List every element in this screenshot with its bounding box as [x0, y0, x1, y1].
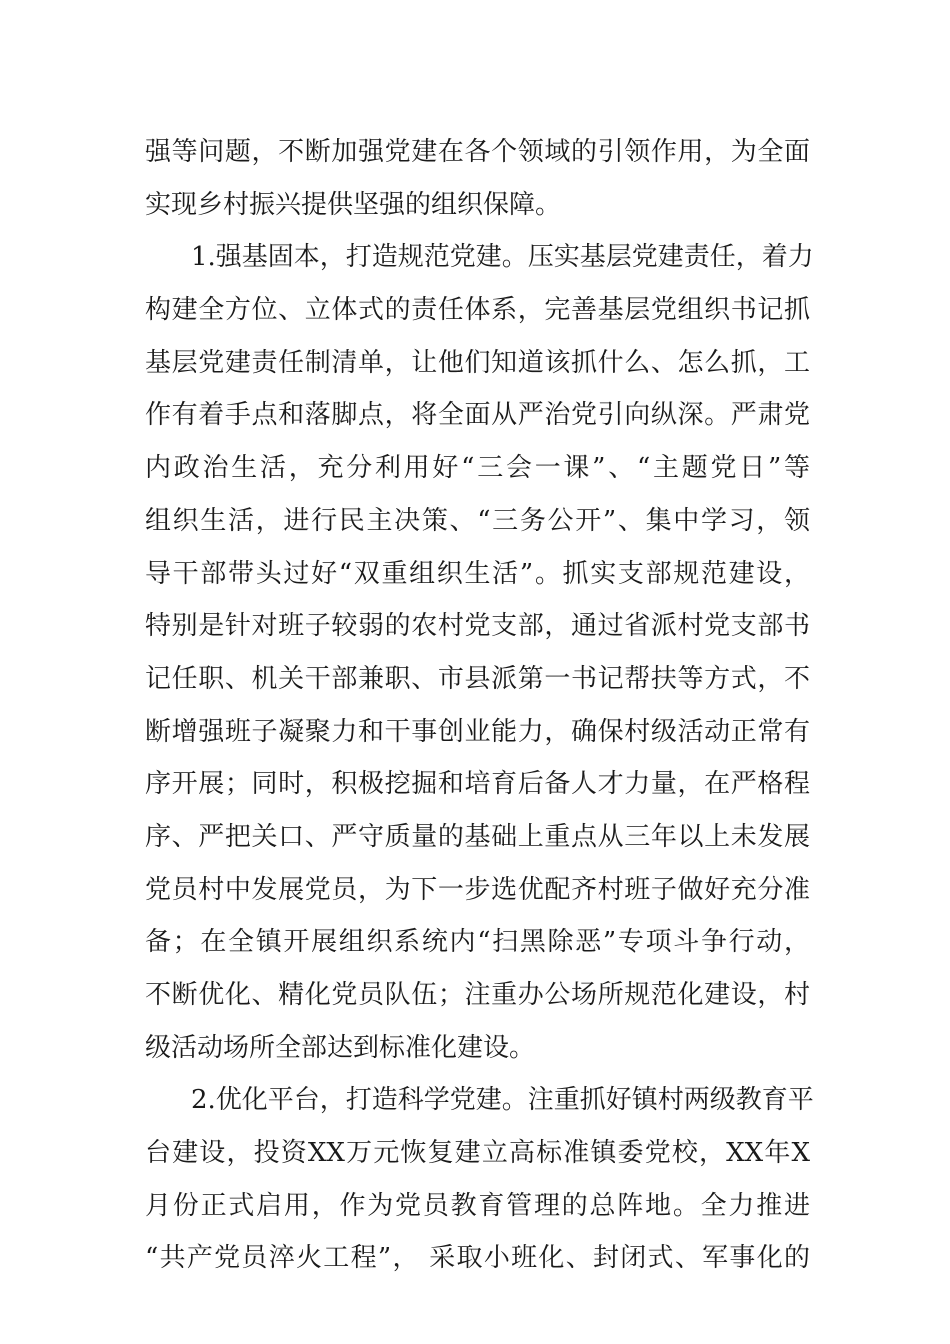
text-line: 序开展；同时，积极挖掘和培育后备人才力量，在严格程: [145, 769, 810, 800]
text-line: 2.优化平台，打造科学党建。注重抓好镇村两级教育平: [191, 1085, 814, 1116]
text-line: 党员村中发展党员，为下一步选优配齐村班子做好充分准: [145, 874, 810, 905]
text-line: 强等问题，不断加强党建在各个领域的引领作用，为全面: [145, 137, 810, 167]
paragraph-2-optimize-platform: [145, 1074, 814, 1285]
text-line: 导干部带头过好“双重组织生活”。抓实支部规范建设，: [145, 558, 810, 589]
text-line: 序、严把关口、严守质量的基础上重点从三年以上未发展: [145, 821, 810, 852]
text-line: 基层党建责任制清单，让他们知道该抓什么、怎么抓，工: [145, 347, 810, 378]
text-line: 记任职、机关干部兼职、市县派第一书记帮扶等方式，不: [145, 663, 810, 694]
text-line: 构建全方位、立体式的责任体系，完善基层党组织书记抓: [145, 295, 810, 326]
body-text: [145, 126, 814, 1285]
text-line: “共产党员淬火工程”， 采取小班化、封闭式、军事化的: [145, 1243, 810, 1274]
text-line: 月份正式启用，作为党员教育管理的总阵地。全力推进: [145, 1190, 810, 1221]
text-line: 级活动场所全部达到标准化建设。: [145, 1032, 536, 1063]
text-line: 实现乡村振兴提供坚强的组织保障。: [145, 189, 562, 220]
text-line: 1.强基固本，打造规范党建。压实基层党建责任，着力: [191, 242, 814, 273]
text-line: 台建设，投资XX万元恢复建立高标准镇委党校，XX年X: [145, 1138, 810, 1169]
text-line: 组织生活，进行民主决策、“三务公开”、集中学习，领: [145, 505, 810, 536]
text-line: 内政治生活，充分利用好“三会一课”、“主题党日”等: [145, 453, 810, 484]
text-line: 断增强班子凝聚力和干事创业能力，确保村级活动正常有: [145, 716, 810, 747]
text-line: 作有着手点和落脚点，将全面从严治党引向纵深。严肃党: [145, 400, 810, 431]
text-line: 备；在全镇开展组织系统内“扫黑除恶”专项斗争行动，: [145, 927, 810, 958]
text-line: 不断优化、精化党员队伍；注重办公场所规范化建设，村: [145, 980, 810, 1010]
text-line: 特别是针对班子较弱的农村党支部，通过省派村党支部书: [145, 611, 810, 642]
paragraph-1-strengthen-foundation: [145, 231, 814, 1074]
paragraph-continuation: [145, 126, 810, 231]
